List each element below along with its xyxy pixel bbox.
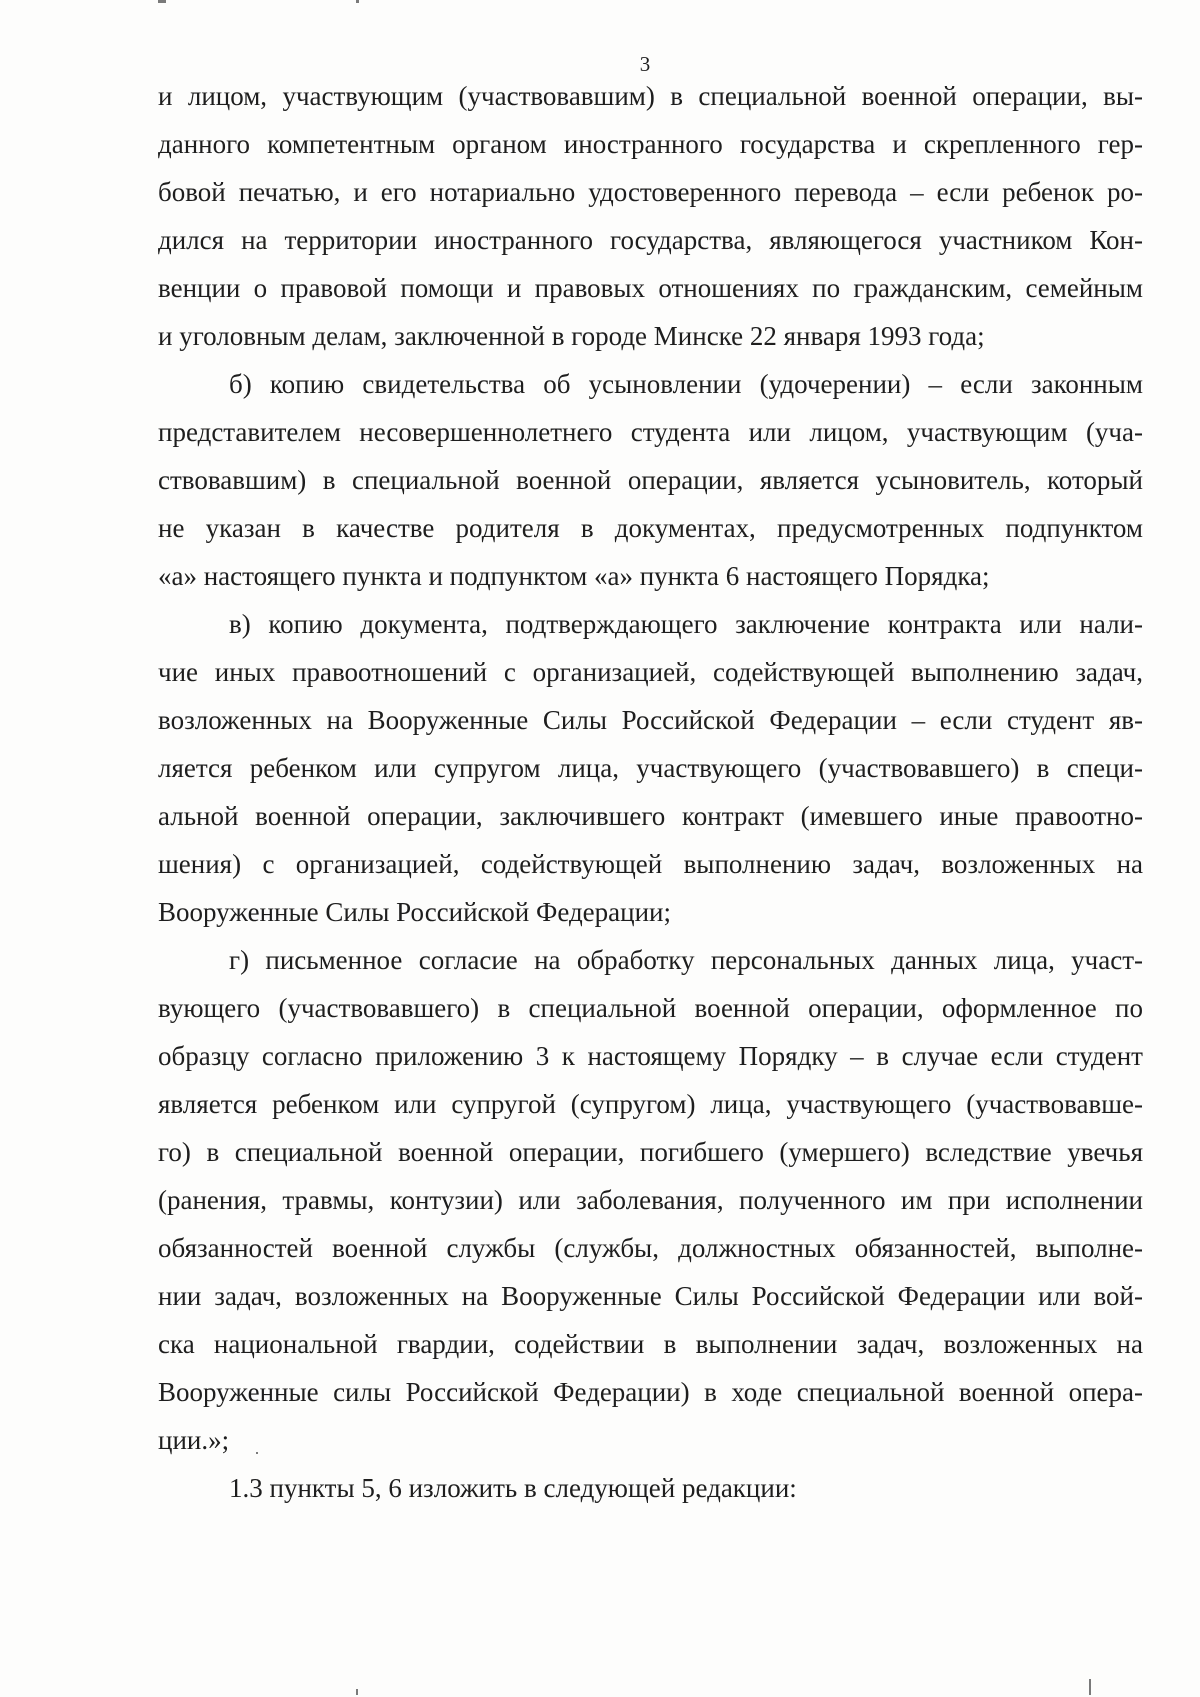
- text-line: чие иных правоотношений с организацией, содействующей выполнению задач,: [158, 657, 1143, 687]
- paragraph-continuation: [158, 72, 1143, 360]
- text-line: ска национальной гвардии, содействии в выполнении задач, возложенных на: [158, 1329, 1143, 1359]
- text-line: и уголовным делам, заключенной в городе Минске 22 января 1993 года;: [158, 321, 985, 351]
- text-line: возложенных на Вооруженные Силы Российской Федерации – если студент яв-: [158, 705, 1143, 735]
- text-line: шения) с организацией, содействующей выполнению задач, возложенных на: [158, 849, 1143, 879]
- text-line: данного компетентным органом иностранного государства и скрепленного гер-: [158, 129, 1143, 159]
- paragraph-item-b: [158, 360, 1143, 600]
- scan-speck: [256, 1452, 258, 1454]
- paragraph-item-v: [158, 600, 1143, 936]
- scan-speck: [158, 0, 166, 3]
- text-line: го) в специальной военной операции, погибшего (умершего) вследствие увечья: [158, 1137, 1143, 1167]
- scan-speck: [356, 0, 359, 3]
- text-line: нии задач, возложенных на Вооруженные Силы Российской Федерации или вой-: [158, 1281, 1143, 1311]
- text-line: альной военной операции, заключившего контракт (имевшего иные правоотно-: [158, 801, 1143, 831]
- text-line: образцу согласно приложению 3 к настоящему Порядку – в случае если студент: [158, 1041, 1143, 1071]
- scan-speck: [1089, 1679, 1091, 1695]
- text-line: б) копию свидетельства об усыновлении (удочерении) – если законным: [229, 369, 1143, 399]
- paragraph-item-g: [158, 936, 1143, 1464]
- text-line: Вооруженные Силы Российской Федерации;: [158, 897, 671, 927]
- text-line: ции.»;: [158, 1425, 230, 1455]
- text-line: вующего (участвовавшего) в специальной военной операции, оформленное по: [158, 993, 1143, 1023]
- text-line: представителем несовершеннолетнего студента или лицом, участвующим (уча-: [158, 417, 1143, 447]
- text-line: г) письменное согласие на обработку персональных данных лица, участ-: [229, 945, 1143, 975]
- text-line: является ребенком или супругой (супругом) лица, участвующего (участвовавше-: [158, 1089, 1143, 1119]
- text-line: и лицом, участвующим (участвовавшим) в специальной военной операции, вы-: [158, 81, 1143, 111]
- text-line: ствовавшим) в специальной военной операции, является усыновитель, который: [158, 465, 1143, 495]
- scan-speck: [356, 1689, 358, 1695]
- text-line: дился на территории иностранного государства, являющегося участником Кон-: [158, 225, 1143, 255]
- text-line: венции о правовой помощи и правовых отношениях по гражданским, семейным: [158, 273, 1143, 303]
- text-line: не указан в качестве родителя в документах, предусмотренных подпунктом: [158, 513, 1143, 543]
- text-line: Вооруженные силы Российской Федерации) в ходе специальной военной опера-: [158, 1377, 1143, 1407]
- text-line: в) копию документа, подтверждающего заключение контракта или нали-: [229, 609, 1143, 639]
- text-line: бовой печатью, и его нотариально удостоверенного перевода – если ребенок ро-: [158, 177, 1143, 207]
- document-body: [158, 72, 1143, 1512]
- text-line: 1.3 пункты 5, 6 изложить в следующей редакции:: [229, 1473, 797, 1503]
- text-line: ляется ребенком или супругом лица, участвующего (участвовавшего) в специ-: [158, 753, 1143, 783]
- paragraph-section-1-3: [158, 1464, 1143, 1512]
- text-line: (ранения, травмы, контузии) или заболевания, полученного им при исполнении: [158, 1185, 1143, 1215]
- page-number: 3: [639, 52, 651, 76]
- text-line: «а» настоящего пункта и подпунктом «а» пункта 6 настоящего Порядка;: [158, 561, 990, 591]
- text-line: обязанностей военной службы (службы, должностных обязанностей, выполне-: [158, 1233, 1143, 1263]
